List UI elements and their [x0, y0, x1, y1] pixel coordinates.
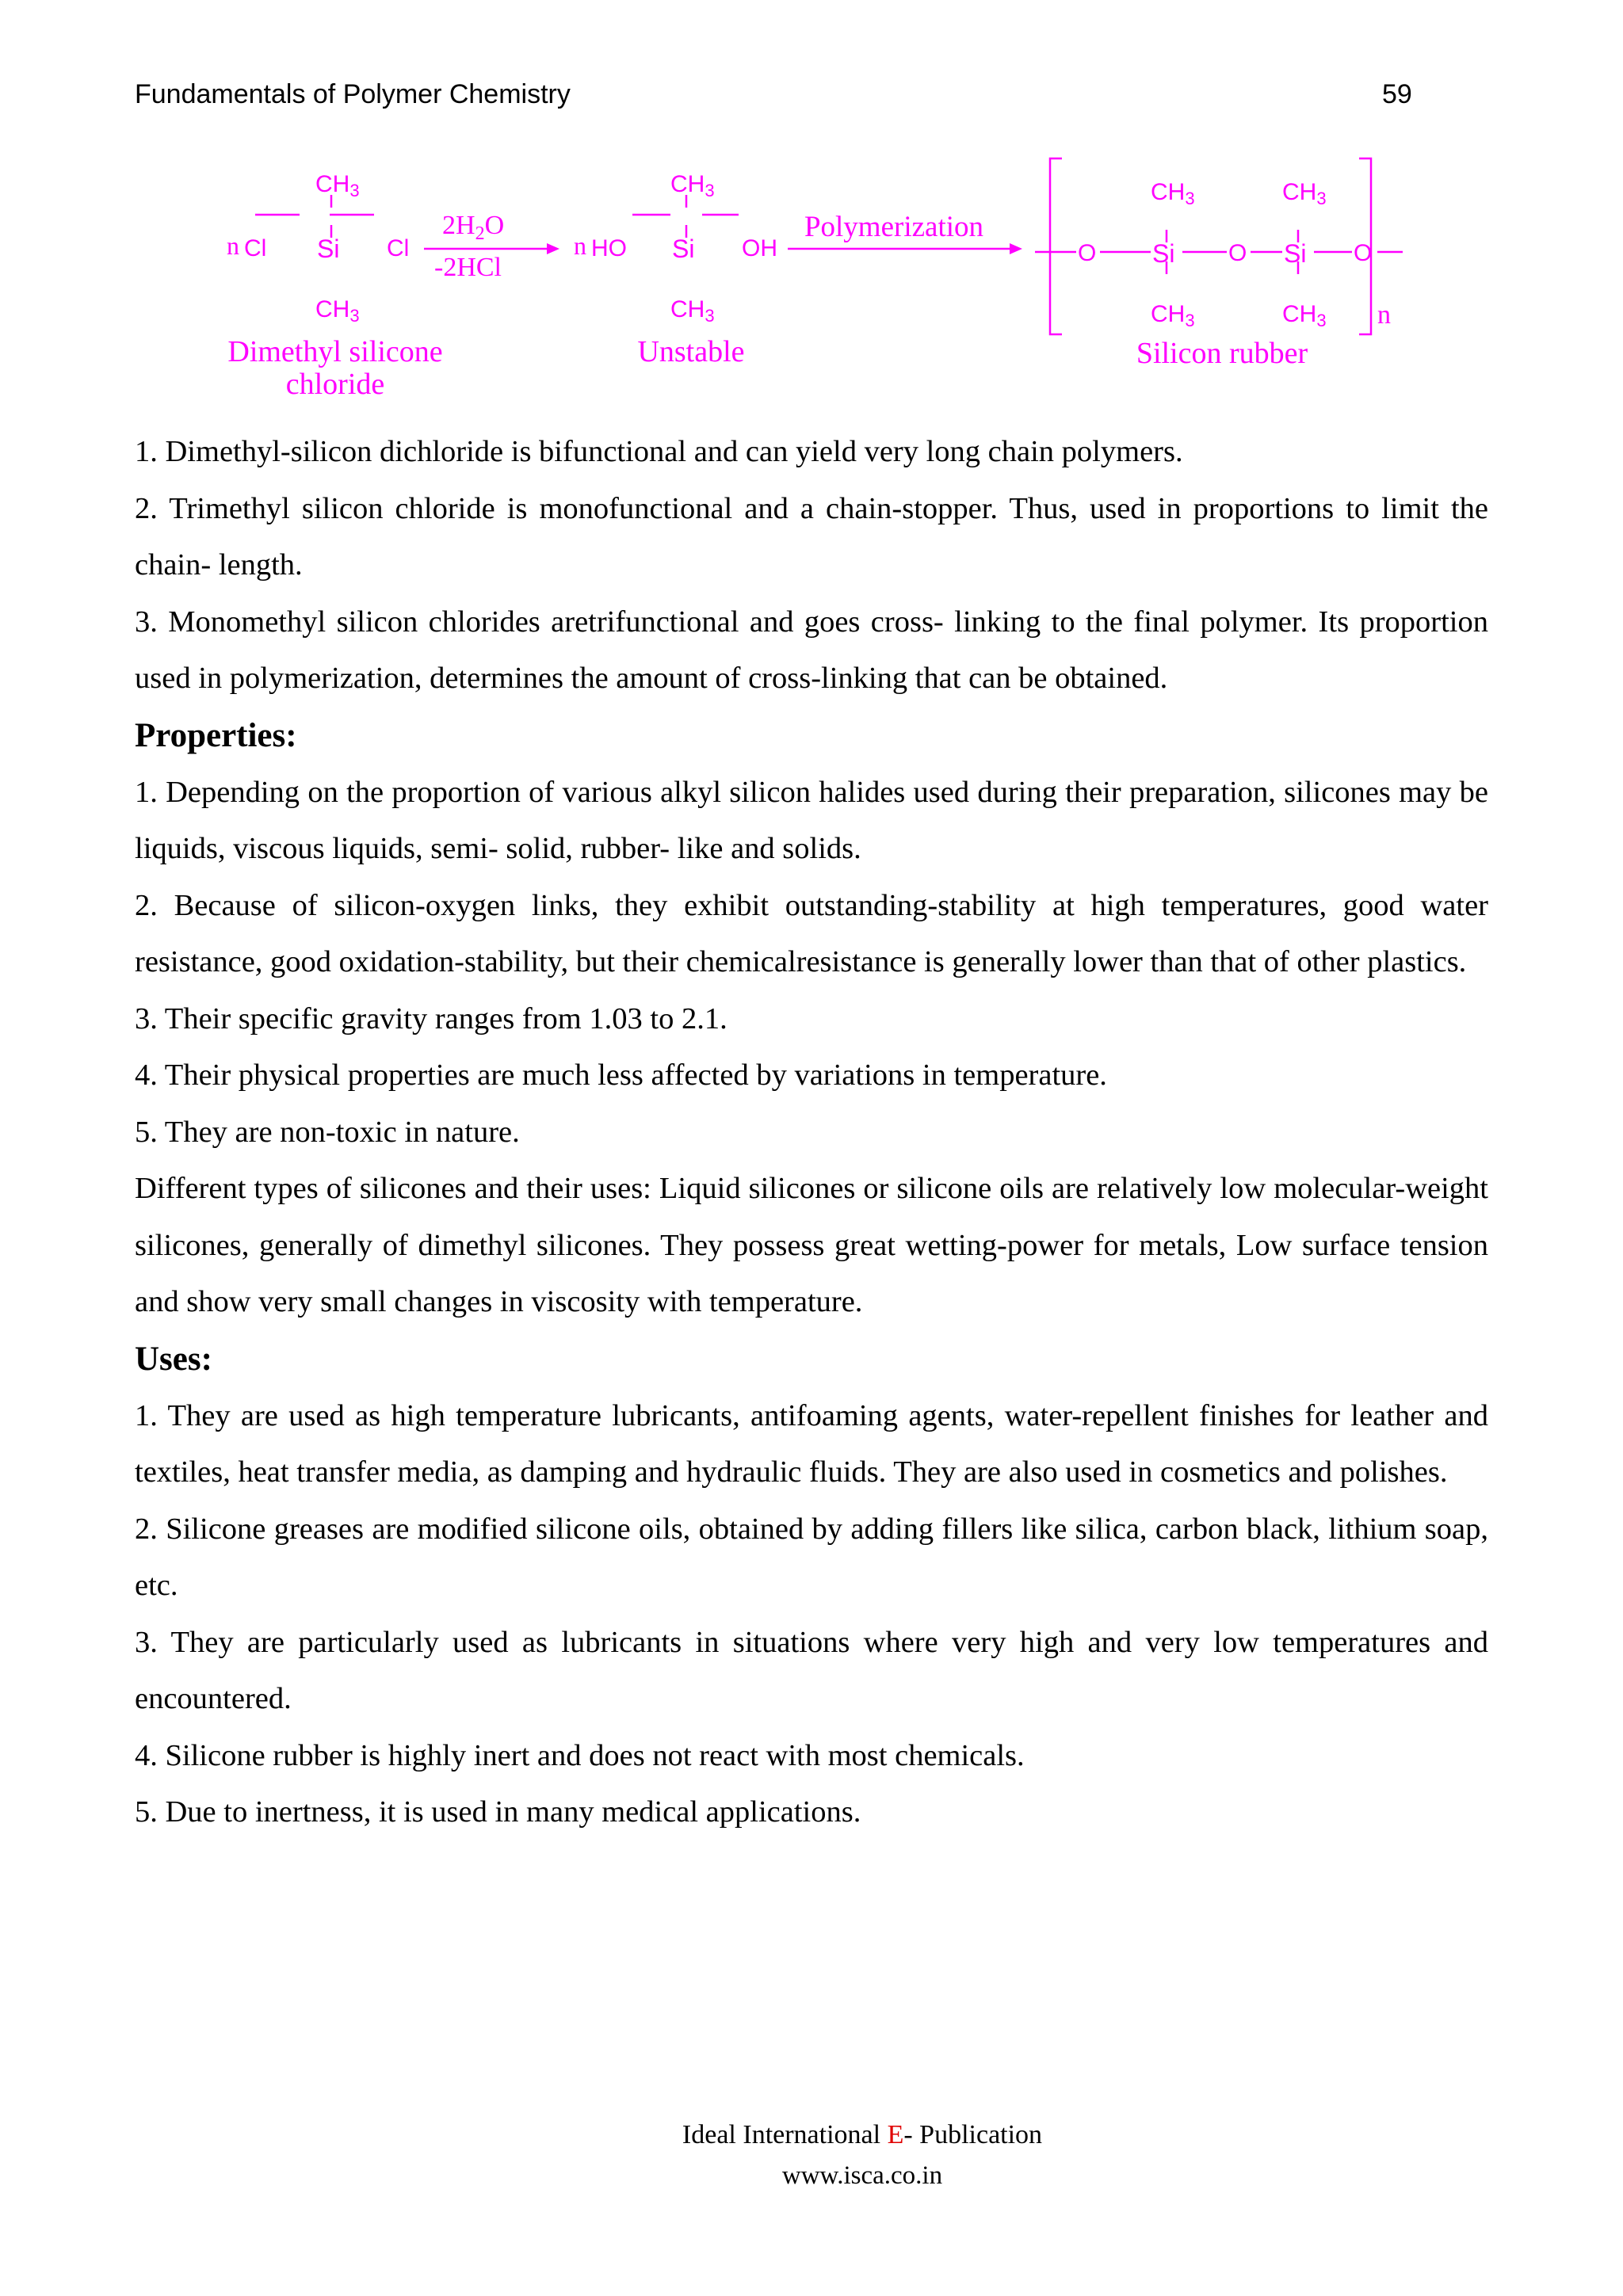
coefficient-n: n	[227, 231, 239, 260]
paragraph: 3. Monomethyl silicon chlorides aretrifunctional and goes cross- linking to the final polymer. Its proportion used in polymerization, determines the amount of cross-linking that can be obtained.	[135, 605, 1488, 695]
footer-publisher: Ideal International E- Publication	[682, 2120, 1043, 2149]
paragraph: 4. Their physical properties are much less affected by variations in temperature.	[135, 1058, 1107, 1092]
reaction-scheme	[198, 151, 1419, 412]
silicon-label: Si	[317, 235, 340, 263]
paragraph: 5. They are non-toxic in nature.	[135, 1115, 520, 1149]
repeat-unit-n: n	[1377, 300, 1391, 330]
chlorine-label: Cl	[387, 235, 410, 261]
polymerization-label: Polymerization	[804, 211, 984, 243]
section-heading-properties: Properties:	[135, 716, 297, 754]
oxygen-label: O	[1228, 240, 1247, 266]
paragraph: 1. Dimethyl-silicon dichloride is bifunctional and can yield very long chain polymers.	[135, 435, 1183, 468]
product-name: Silicon rubber	[1136, 337, 1308, 370]
hydroxyl-label: OH	[742, 235, 777, 261]
ch3-label: $CH_3$	[1282, 179, 1327, 208]
reactant-name-line2: chloride	[285, 368, 385, 401]
page-number: 59	[1382, 79, 1412, 109]
paragraph: 5. Due to inertness, it is used in many medical applications.	[135, 1795, 861, 1829]
chlorine-label: Cl	[244, 235, 267, 261]
running-header-title: Fundamentals of Polymer Chemistry	[135, 79, 571, 109]
reagent-hcl: -2HCl	[434, 253, 502, 282]
silicon-label: Si	[1284, 239, 1307, 268]
body-text	[135, 424, 1488, 1841]
paragraph: 1. They are used as high temperature lubricants, antifoaming agents, water-repellent finishes for leather and textiles, heat transfer media, as damping and hydraulic fluids. They are also used in cosmetics and polishes.	[135, 1398, 1488, 1489]
paragraph: 2. Trimethyl silicon chloride is monofunctional and a chain-stopper. Thus, used in proportions to limit the chain- length.	[135, 491, 1488, 582]
paragraph: 2. Because of silicon-oxygen links, they exhibit outstanding-stability at high temperatures, good water resistance, good oxidation-stability, but their chemicalresistance is generally lower than that of other plastics.	[135, 888, 1488, 978]
oxygen-label: O	[1354, 240, 1373, 266]
ch3-label: $CH_3$	[1151, 301, 1195, 330]
silicon-label: Si	[672, 235, 695, 263]
hydroxyl-label: HO	[591, 235, 627, 261]
section-heading-uses: Uses:	[135, 1340, 212, 1378]
ch3-label: $CH_3$	[670, 171, 715, 200]
ch3-label: $CH_3$	[315, 171, 360, 200]
footer-url: www.isca.co.in	[781, 2161, 943, 2190]
paragraph: 3. Their specific gravity ranges from 1.03 to 2.1.	[135, 1001, 727, 1035]
ch3-label: $CH_3$	[315, 296, 360, 326]
coefficient-n: n	[574, 231, 586, 260]
paragraph: Different types of silicones and their uses: Liquid silicones or silicone oils are relatively low molecular-weight silicones, generally of dimethyl silicones. They possess great wetting-power for metals, Low surface tension and show very small changes in viscosity with temperature.	[135, 1172, 1488, 1318]
paragraph: 1. Depending on the proportion of various alkyl silicon halides used during their preparation, silicones may be liquids, viscous liquids, semi- solid, rubber- like and solids.	[135, 775, 1488, 865]
ch3-label: $CH_3$	[1282, 301, 1327, 330]
intermediate-name: Unstable	[637, 335, 745, 368]
oxygen-label: O	[1078, 240, 1097, 266]
reactant-name-line1: Dimethyl silicone	[227, 335, 443, 368]
ch3-label: $CH_3$	[670, 296, 715, 326]
paragraph: 2. Silicone greases are modified silicone oils, obtained by adding fillers like silica, carbon black, lithium soap, etc.	[135, 1512, 1488, 1602]
paragraph: 3. They are particularly used as lubricants in situations where very high and very low temperatures and encountered.	[135, 1625, 1488, 1715]
silicon-label: Si	[1152, 239, 1175, 268]
paragraph: 4. Silicone rubber is highly inert and does not react with most chemicals.	[135, 1738, 1025, 1772]
reagent-water: $2H_2O$	[442, 211, 505, 244]
ch3-label: $CH_3$	[1151, 179, 1195, 208]
